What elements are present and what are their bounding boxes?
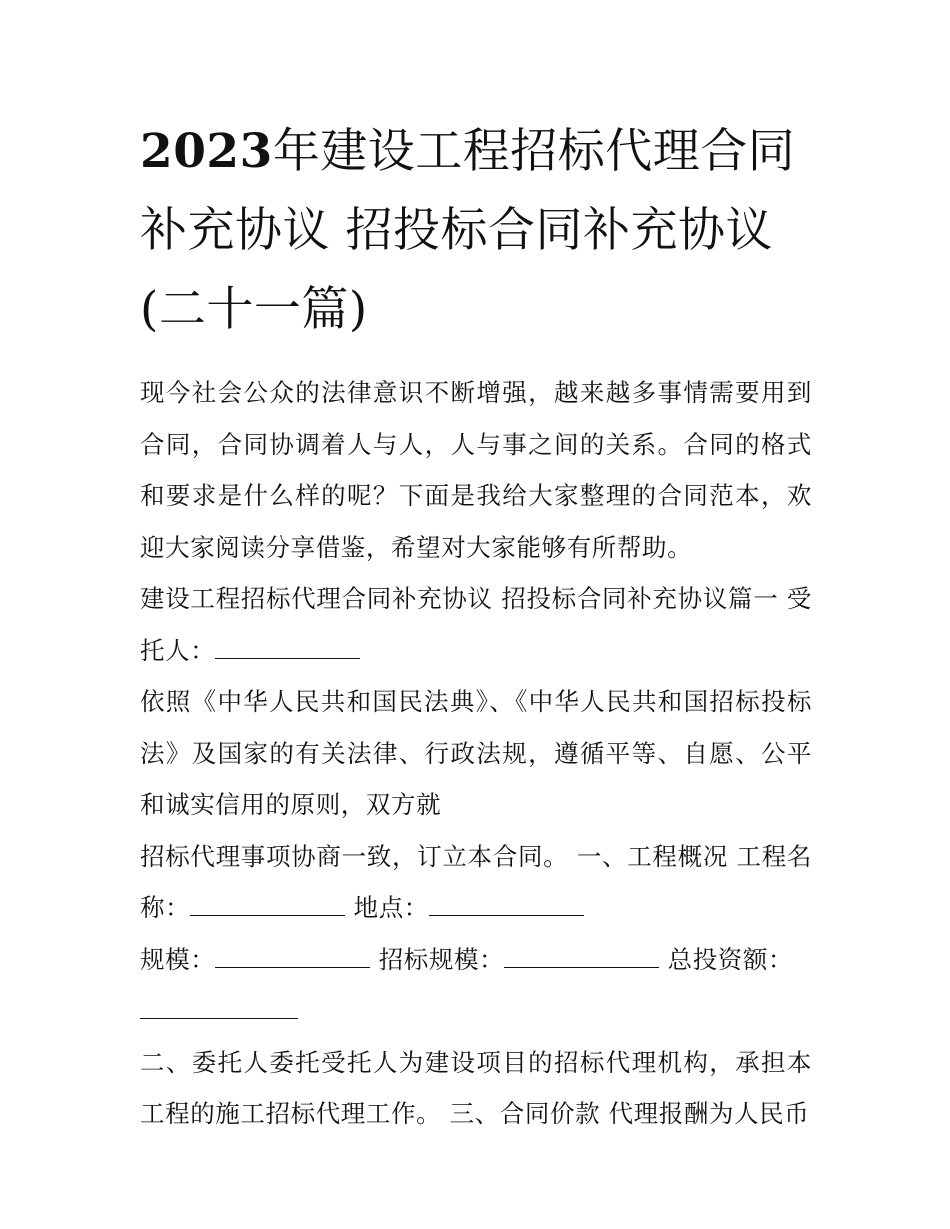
project-text: 招标代理事项协商一致，订立本合同。 一、工程概况 工程名称： (140, 841, 812, 922)
project-name-blank (190, 893, 345, 916)
section-heading-text: 建设工程招标代理合同补充协议 招投标合同补充协议篇一 受托人： (140, 584, 812, 665)
scale-label: 规模： (140, 944, 216, 974)
scale-blank (215, 945, 370, 968)
location-blank (429, 893, 584, 916)
basis-paragraph: 依照《中华人民共和国民法典》、《中华人民共和国招标投标法》及国家的有关法律、行政法规，遵循平等、自愿、公平和诚实信用的原则，双方就 (140, 687, 812, 819)
title-text: 年建设工程招标代理合同补充协议 招投标合同补充协议(二十一篇) (140, 124, 796, 337)
intro-paragraph: 现今社会公众的法律意识不断增强，越来越多事情需要用到合同，合同协调着人与人，人与事之间的关系。合同的格式和要求是什么样的呢？下面是我给大家整理的合同范本，欢迎大家阅读分享借鉴，希望对大家能够有所帮助。 (140, 378, 812, 562)
bid-scale-label: 招标规模： (378, 944, 505, 974)
investment-blank (140, 996, 298, 1019)
document-title (140, 112, 812, 349)
document-page (140, 112, 812, 1140)
clause-two-paragraph: 二、委托人委托受托人为建设项目的招标代理机构，承担本工程的施工招标代理工作。 三、合同价款 代理报酬为人民币 (140, 1047, 812, 1128)
location-label: 地点： (353, 893, 429, 922)
section-heading (140, 573, 812, 676)
investment-label: 总投资额： (667, 944, 794, 974)
scale-paragraph (140, 934, 812, 1037)
trustee-blank (215, 636, 360, 659)
title-year: 2023 (140, 124, 273, 179)
bid-scale-blank (504, 945, 659, 968)
project-paragraph (140, 831, 812, 934)
